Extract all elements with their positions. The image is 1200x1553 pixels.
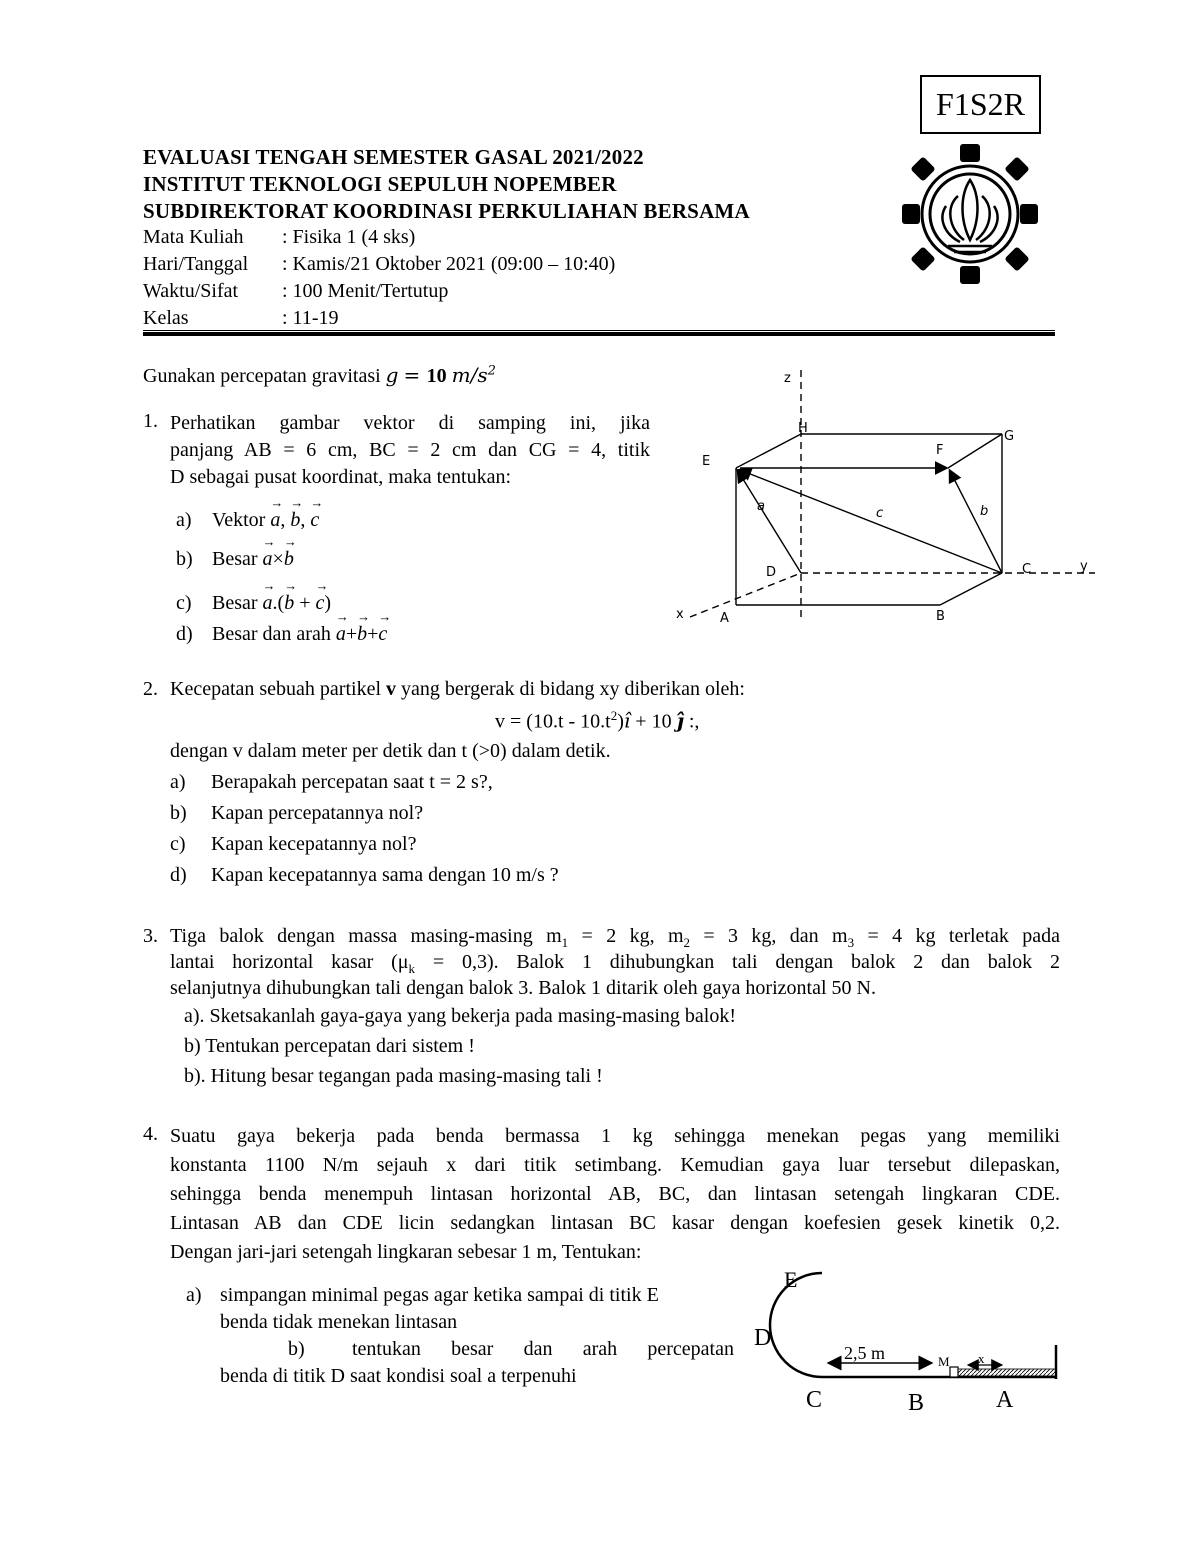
plus-symbol: +	[367, 623, 379, 645]
label-b: B	[936, 609, 945, 624]
header-line-3: SUBDIREKTORAT KOORDINASI PERKULIAHAN BERSAMA	[143, 199, 750, 223]
q2-item-b	[170, 802, 423, 825]
q3-text: = 4 kg terletak pada	[854, 925, 1061, 947]
label-c: C	[1022, 562, 1032, 577]
header-line-2: INSTITUT TEKNOLOGI SEPULUH NOPEMBER	[143, 172, 617, 196]
label-d: D	[754, 1325, 772, 1351]
vector-c: → c	[378, 617, 387, 646]
q3-text: = 0,3). Balok 1 dihubungkan tali dengan balok 2 dan balok 2	[415, 951, 1060, 973]
label-f: F	[936, 443, 944, 458]
item-label: c)	[176, 592, 192, 614]
item-label: b)	[170, 802, 187, 824]
label-d: D	[766, 565, 777, 580]
item-label: a)	[170, 771, 186, 793]
q3-item-2: b) Tentukan percepatan dari sistem !	[184, 1035, 475, 1057]
item-text: Kapan percepatannya nol?	[211, 802, 424, 824]
info-value: : Fisika 1 (4 sks)	[282, 226, 416, 248]
q2-number: 2.	[143, 678, 158, 700]
subscript: 3	[847, 935, 855, 950]
q3-line-3: selanjutnya dihubungkan tali dengan balok 3. Balok 1 ditarik oleh gaya horizontal 50 N.	[170, 977, 876, 999]
vector-a: → a	[270, 503, 280, 532]
q1-item-d	[176, 617, 387, 646]
q3-text: = 2 kg, m	[568, 925, 684, 947]
vector-a: → a	[263, 586, 273, 615]
label-b: B	[908, 1390, 925, 1416]
info-label: Mata Kuliah	[143, 226, 244, 248]
gravity-note	[143, 363, 496, 388]
q2-text: yang bergerak di bidang xy diberikan oleh:	[401, 678, 745, 700]
item-label: a)	[176, 509, 192, 531]
spring	[956, 1369, 1056, 1376]
info-label: Kelas	[143, 307, 189, 329]
eq-part: + 10	[630, 710, 672, 733]
info-value: : 100 Menit/Tertutup	[282, 280, 449, 302]
q1-item-c	[176, 586, 331, 615]
q4-item-b-label: b)	[288, 1338, 305, 1360]
plus-symbol: +	[299, 592, 311, 614]
edge-eh	[736, 434, 801, 468]
mass-block	[950, 1367, 958, 1377]
track-diagram	[750, 1265, 1070, 1420]
label-y: y	[1080, 559, 1088, 574]
item-label: d)	[170, 864, 187, 886]
edge-bc	[940, 573, 1002, 605]
label-mass: M	[938, 1354, 950, 1369]
q3-text: = 3 kg, dan m	[690, 925, 848, 947]
label-a: A	[996, 1387, 1014, 1413]
comma: ,	[300, 509, 306, 531]
vector-box-diagram	[660, 360, 1110, 630]
comma: ,	[280, 509, 286, 531]
item-label: c)	[170, 833, 186, 855]
label-vec-c: c	[876, 506, 884, 521]
info-label: Waktu/Sifat	[143, 280, 239, 302]
gravity-text: Gunakan percepatan gravitasi	[143, 365, 381, 387]
q2-text: Kecepatan sebuah partikel	[170, 678, 382, 700]
label-distance: 2,5 m	[844, 1343, 886, 1363]
label-vec-b: b	[980, 504, 989, 519]
q4-item-a-line-2: benda tidak menekan lintasan	[220, 1311, 458, 1333]
item-text: Besar dan arah	[212, 623, 331, 645]
gravity-symbol: g	[385, 363, 399, 387]
dot-symbol: .	[272, 592, 278, 614]
vector-b: → b	[284, 542, 294, 571]
vector-b-arrow	[950, 471, 1002, 573]
label-g: G	[1004, 429, 1015, 444]
q4-number: 4.	[143, 1123, 158, 1145]
item-text: Besar	[212, 592, 258, 614]
cross-symbol: ×	[272, 548, 284, 570]
q1-item-a	[176, 503, 319, 532]
its-logo-icon	[900, 140, 1040, 288]
label-e: E	[784, 1267, 798, 1292]
q3-item-3: b). Hitung besar tegangan pada masing-masing tali !	[184, 1065, 603, 1087]
q2-line-3: dengan v dalam meter per detik dan t (>0) dalam detik.	[170, 740, 611, 762]
info-row-class	[143, 307, 338, 330]
q4-item-a-label: a)	[186, 1284, 202, 1306]
exam-code: F1S2R	[936, 86, 1025, 122]
q3-line-1	[170, 925, 1060, 951]
gravity-value: 10	[426, 365, 447, 387]
eq-part: v = (10.t - 10.t	[495, 710, 611, 733]
header-divider-thick	[143, 332, 1055, 336]
vector-b: → b	[284, 586, 294, 615]
eq-part: :,	[683, 710, 700, 733]
eq-exponent: 2	[610, 708, 618, 723]
info-value: : 11-19	[282, 307, 339, 329]
q4-line-5: Dengan jari-jari setengah lingkaran sebesar 1 m, Tentukan:	[170, 1241, 642, 1263]
header-line-1: EVALUASI TENGAH SEMESTER GASAL 2021/2022	[143, 145, 644, 169]
label-vec-a: a	[757, 499, 765, 514]
paren: (	[277, 592, 285, 614]
q2-velocity-symbol: v	[386, 678, 397, 700]
label-x: x	[676, 607, 684, 622]
q2-line-1	[170, 678, 745, 701]
q3-line-2	[170, 951, 1060, 977]
vector-a: → a	[336, 617, 346, 646]
info-row-date	[143, 253, 615, 276]
plus-symbol: +	[345, 623, 358, 645]
q4-line-4: Lintasan AB dan CDE licin sedangkan lintasan BC kasar dengan koefesien gesek kinetik 0,2.	[170, 1212, 1060, 1234]
unit-vector-i: î	[623, 708, 631, 733]
q2-item-d	[170, 864, 559, 887]
vector-c: → c	[310, 503, 319, 532]
label-h: H	[798, 421, 808, 436]
vector-c: → c	[316, 586, 325, 615]
q2-item-a	[170, 771, 493, 794]
q2-item-c	[170, 833, 416, 856]
item-text: Kapan kecepatannya nol?	[211, 833, 417, 855]
q4-line-3: sehingga benda menempuh lintasan horizontal AB, BC, dan lintasan setengah lingkaran CDE.	[170, 1183, 1060, 1205]
info-value: : Kamis/21 Oktober 2021 (09:00 – 10:40)	[282, 253, 616, 275]
vector-c-arrow	[740, 470, 1002, 573]
gravity-exponent: 2	[487, 363, 496, 379]
q3-text: Tiga balok dengan massa masing-masing m	[170, 925, 562, 947]
item-text: Vektor	[212, 509, 266, 531]
vector-b: → b	[357, 617, 367, 646]
vector-b: → b	[290, 503, 300, 532]
header-divider-thin	[143, 330, 1055, 331]
q4-line-1: Suatu gaya bekerja pada benda bermassa 1 kg sehingga menekan pegas yang memiliki	[170, 1125, 1060, 1147]
label-c: C	[806, 1387, 823, 1413]
subscript: k	[408, 961, 416, 976]
item-label: d)	[176, 623, 193, 645]
edge-fg	[948, 434, 1002, 468]
q1-line-3: D sebagai pusat koordinat, maka tentukan:	[170, 466, 512, 488]
label-x: x	[978, 1351, 985, 1366]
label-z: z	[784, 371, 791, 386]
info-label: Hari/Tanggal	[143, 253, 249, 275]
q1-line-2: panjang AB = 6 cm, BC = 2 cm dan CG = 4, titik	[170, 439, 650, 461]
x-axis	[690, 573, 801, 617]
paren: )	[324, 592, 332, 614]
q3-text: lantai horizontal kasar (μ	[170, 951, 409, 973]
vector-a: → a	[263, 542, 273, 571]
q1-line-1: Perhatikan gambar vektor di samping ini, jika	[170, 412, 650, 434]
label-e: E	[702, 454, 711, 469]
info-row-course	[143, 226, 415, 249]
eq-part: )	[617, 710, 624, 733]
gravity-equals: =	[403, 363, 427, 387]
q1-item-b	[176, 542, 294, 571]
q1-number: 1.	[143, 410, 158, 432]
q4-item-a-line-1: simpangan minimal pegas agar ketika sampai di titik E	[220, 1284, 659, 1306]
item-text: Berapakah percepatan saat t = 2 s?,	[211, 771, 493, 793]
subscript: 2	[683, 935, 691, 950]
exam-code-box	[920, 75, 1041, 134]
q3-item-1: a). Sketsakanlah gaya-gaya yang bekerja pada masing-masing balok!	[184, 1005, 737, 1027]
info-row-duration	[143, 280, 448, 303]
subscript: 1	[561, 935, 569, 950]
item-text: Besar	[212, 548, 258, 570]
label-a: A	[720, 611, 729, 626]
unit-vector-j: ĵ	[676, 708, 684, 733]
gravity-unit: m/s	[451, 363, 488, 387]
q4-item-b-line-1: tentukan besar dan arah percepatan	[352, 1338, 734, 1360]
item-text: Kapan kecepatannya sama dengan 10 m/s ?	[211, 864, 559, 886]
q4-item-b-line-2: benda di titik D saat kondisi soal a terpenuhi	[220, 1365, 577, 1387]
item-label: b)	[176, 548, 193, 570]
q3-number: 3.	[143, 925, 158, 947]
vector-a-arrow	[738, 471, 801, 573]
q4-line-2: konstanta 1100 N/m sejauh x dari titik setimbang. Kemudian gaya luar tersebut dilepaskan,	[170, 1154, 1060, 1176]
q2-equation	[495, 708, 699, 734]
